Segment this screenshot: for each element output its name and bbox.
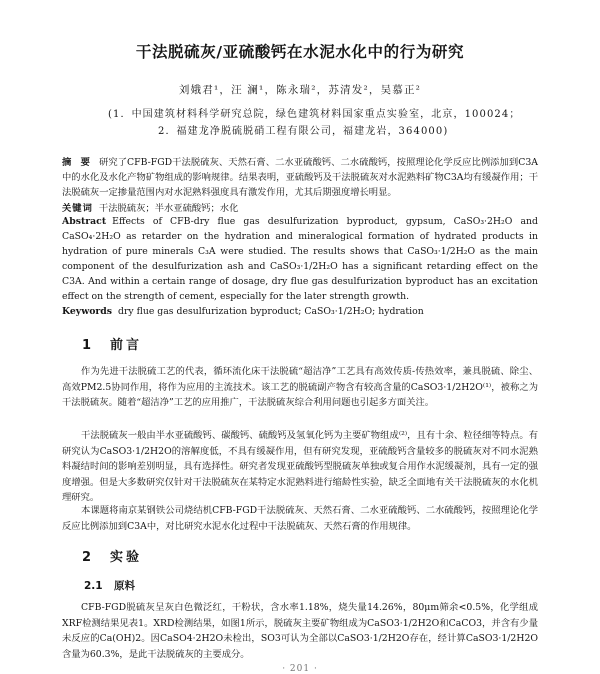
abstract-cn-label: 摘 要 [62, 157, 93, 168]
paper-title: 干法脱硫灰/亚硫酸钙在水泥水化中的行为研究 [135, 43, 465, 61]
section-1-heading [82, 334, 142, 353]
keywords-cn-text: 干法脱硫灰；半水亚硫酸钙；水化 [98, 203, 239, 214]
author-list: 刘娥君¹，汪 澜¹，陈永瑞²，苏清发²，吴慕正² [178, 84, 422, 96]
section-2-title: 实验 [110, 550, 143, 565]
section-2-1-heading [84, 578, 135, 593]
section-2-heading [82, 546, 142, 565]
section-1-number: 1 [82, 338, 92, 353]
keywords-en-text: dry flue gas desulfurization byproduct; CaSO₃·1/2H₂O; hydration [118, 306, 424, 317]
keywords-en-label: Keywords [62, 306, 113, 317]
abstract-cn-text: 研究了CFB-FGD干法脱硫灰、天然石膏、二水亚硫酸钙、二水硫酸钙，按照理论化学反应比例添加到C3A中的水化及水化产物矿物组成的影响规律。结果表明，亚硫酸钙及干法脱硫灰对水泥熟料矿物C3A均有缓凝作用；干法脱硫灰一定掺量范围内对水泥熟料强度具有激发作用，尤其后期强度增长明显。 [62, 157, 538, 198]
abstract-en [62, 214, 538, 304]
affiliation-1: (1．中国建筑材料科学研究总院，绿色建筑材料国家重点实验室，北京，100024； [108, 109, 521, 120]
section-2-1-number: 2.1 [84, 580, 103, 592]
keywords-cn [62, 200, 538, 214]
keywords-en [62, 306, 538, 317]
section-2-1-title: 原料 [114, 580, 135, 592]
section-2-1-paragraph-1: CFB-FGD脱硫灰呈灰白色微泛红，干粉状，含水率1.18%，烧失量14.26%，80μm筛余<0.5%，化学组成XRF检测结果见表1。XRD检测结果，如图1所示，脱硫灰主要矿物组成为CaSO3·1/2H2O和CaCO3，并含有少量未反应的Ca(OH)2。因CaSO4·2H2O未检出，SO3可认为全部以CaSO3·1/2H2O存在，经计算CaSO3·1/2H2O含量为60.3%，是此干法脱硫灰的主要成分。 [62, 602, 538, 660]
page-number: · 201 · [282, 664, 318, 674]
abstract-en-label: Abstract [62, 216, 107, 227]
section-1-title: 前言 [110, 338, 143, 353]
abstract-en-text: Effects of CFB-dry flue gas desulfurization byproduct, gypsum, CaSO₃·2H₂O and CaSO₄·2H₂O as retarder on the hydration and mineralogical formation of hydrated products in hydration of pure minerals C₃A were studied. The results shows that CaSO₃·1/2H₂O as the main component of the desulfurization ash and CaSO₃·1/2H₂O has a significant retarding effect on the C3A. And within a certain range of dosage, dry flue gas desulfurization byproduct has an excitation effect on the strength of cement, especially for the later strength growth. [62, 216, 538, 302]
affiliation-2: 2．福建龙净脱硫脱硝工程有限公司，福建龙岩，364000) [158, 126, 449, 137]
section-1-paragraph-2: 干法脱硫灰一般由半水亚硫酸钙、碳酸钙、硫酸钙及氢氧化钙为主要矿物组成⁽²⁾，且有十余、粒径细等特点。有研究认为CaSO3·1/2H2O的溶解度低，不具有缓凝作用，但有研究发现，亚硫酸钙含量较多的脱硫灰对不同水泥熟料凝结时间的影响差别明显，具有选择性。研究者发现亚硫酸钙型脱硫灰单独或复合用作水泥缓凝剂，具有一定的强度增强。但是大多数研究仅针对干法脱硫灰在某特定水泥熟料进行缩龄性实验，缺乏全面地有关干法脱硫灰的水化机理研究。 [62, 430, 538, 503]
section-1-paragraph-1: 作为先进干法脱硫工艺的代表，循环流化床干法脱硫“超洁净”工艺具有高效传质-传热效率，兼具脱硫、除尘、高效PM2.5协同作用，将作为应用的主流技术。该工艺的脱硫副产物含有较高含量的CaSO3·1/2H2O⁽¹⁾，被称之为干法脱硫灰。随着“超洁净”工艺的应用推广，干法脱硫灰综合利用问题也引起多方面关注。 [62, 366, 538, 408]
abstract-cn [62, 155, 538, 200]
section-2-number: 2 [82, 550, 92, 565]
keywords-cn-label: 关键词 [62, 203, 93, 214]
section-1-paragraph-3: 本课题将南京某钢铁公司烧结机CFB-FGD干法脱硫灰、天然石膏、二水亚硫酸钙、二水硫酸钙，按照理论化学反应比例添加到C3A中，对比研究水泥水化过程中干法脱硫灰、天然石膏的作用规律。 [62, 505, 538, 532]
